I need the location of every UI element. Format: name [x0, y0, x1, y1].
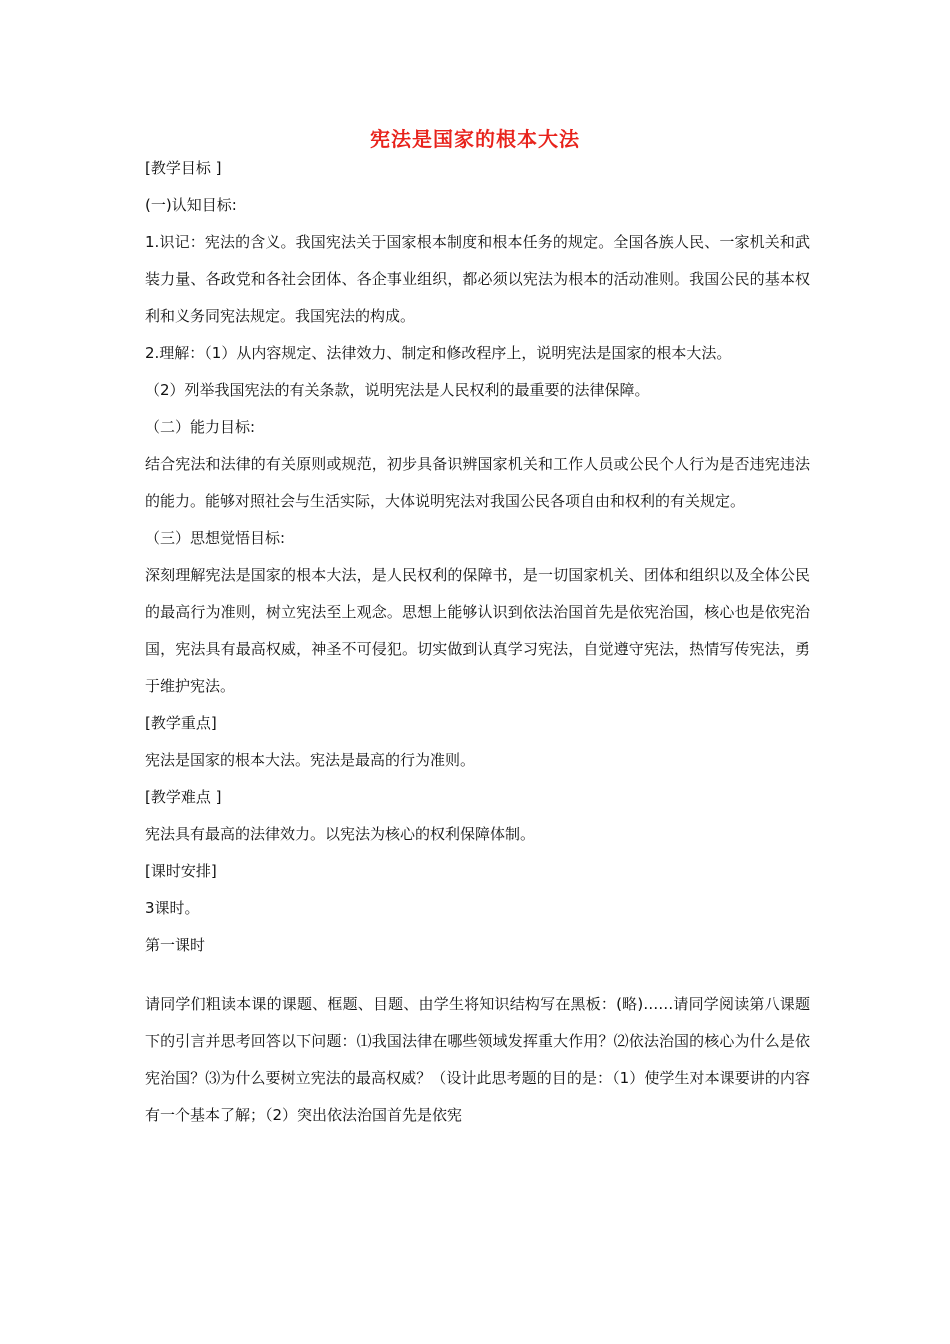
- difficulty-text: 宪法具有最高的法律效力。以宪法为核心的权利保障体制。: [145, 825, 536, 843]
- cognitive-item-2: 2.理解：（1）从内容规定、法律效力、制定和修改程序上，说明宪法是国家的根本大法。: [145, 344, 732, 362]
- document-title: 宪法是国家的根本大法: [370, 127, 580, 151]
- objectives-heading: [教学目标 ]: [145, 159, 222, 177]
- ability-text: 结合宪法和法律的有关原则或规范，初步具备识辨国家机关和工作人员或公民个人行为是否违宪违法的能力。能够对照社会与生活实际，大体说明宪法对我国公民各项自由和权利的有关规定。: [145, 455, 810, 510]
- cognitive-item-1: 1.识记：宪法的含义。我国宪法关于国家根本制度和根本任务的规定。全国各族人民、一家机关和武装力量、各政党和各社会团体、各企事业组织，都必须以宪法为根本的活动准则。我国公民的基本权利和义务同宪法规定。我国宪法的构成。: [145, 233, 810, 325]
- first-lesson-heading: 第一课时: [145, 936, 206, 954]
- ability-heading: （二）能力目标:: [145, 418, 256, 436]
- schedule-heading: [课时安排]: [145, 862, 217, 880]
- spacer: [145, 964, 810, 986]
- awareness-heading: （三）思想觉悟目标:: [145, 529, 286, 547]
- awareness-text: 深刻理解宪法是国家的根本大法，是人民权利的保障书，是一切国家机关、团体和组织以及全体公民的最高行为准则，树立宪法至上观念。思想上能够认识到依法治国首先是依宪治国，核心也是依宪治国，宪法具有最高权威，神圣不可侵犯。切实做到认真学习宪法，自觉遵守宪法，热情写传宪法，勇于维护宪法。: [145, 566, 810, 695]
- schedule-text: 3课时。: [145, 899, 200, 917]
- key-points-text: 宪法是国家的根本大法。宪法是最高的行为准则。: [145, 751, 476, 769]
- key-points-heading: [教学重点]: [145, 714, 217, 732]
- lesson-text: 请同学们粗读本课的课题、框题、目题、由学生将知识结构写在黑板：(略)……请同学阅读第八课题下的引言并思考回答以下问题：⑴我国法律在哪些领域发挥重大作用？⑵依法治国的核心为什么是依宪治国？⑶为什么要树立宪法的最高权威？（设计此思考题的目的是：（1）使学生对本课要讲的内容有一个基本了解；（2）突出依法治国首先是依宪: [145, 995, 810, 1124]
- cognitive-item-2b: （2）列举我国宪法的有关条款，说明宪法是人民权利的最重要的法律保障。: [145, 381, 650, 399]
- document-body: [145, 150, 810, 1134]
- cognitive-heading: (一)认知目标:: [145, 196, 237, 214]
- difficulty-heading: [教学难点 ]: [145, 788, 222, 806]
